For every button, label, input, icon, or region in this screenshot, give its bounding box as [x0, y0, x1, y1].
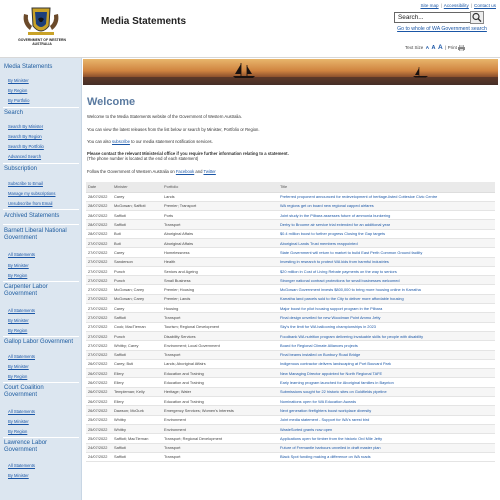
cell-date: 26/07/2022	[86, 397, 112, 406]
sidebar-heading-carpenter[interactable]: Carpenter Labor Government	[4, 284, 48, 297]
cell-portfolio: Education and Training	[162, 369, 278, 378]
cell-portfolio: Transport	[162, 313, 278, 322]
cell-minister: McGowan; Carey	[112, 294, 162, 303]
cell-minister: Whitby; Carey	[112, 341, 162, 350]
twitter-link[interactable]: Twitter	[203, 169, 216, 174]
text-size-medium-button[interactable]: A	[431, 45, 436, 51]
table-row	[86, 434, 495, 443]
cell-title[interactable]: Aboriginal Lands Trust members reappointed	[278, 238, 495, 247]
sidebar-divider	[3, 336, 79, 337]
sidebar-heading-subscription[interactable]: Subscription	[4, 166, 38, 172]
cell-date: 27/07/2022	[86, 322, 112, 331]
cell-date: 27/07/2022	[86, 285, 112, 294]
sidebar-link-unsubscribe-email[interactable]: Unsubscribe from Email	[8, 201, 53, 206]
cell-title[interactable]: Karratha land parcels sold to the City to deliver more affordable housing	[278, 294, 495, 303]
search-input[interactable]: Search...	[394, 12, 482, 23]
cell-minister: Saffioti	[112, 211, 162, 220]
cell-minister: Carey	[112, 248, 162, 257]
sidebar-link-court-by-region[interactable]: By Region	[8, 429, 28, 434]
cell-title[interactable]: Foodbank WA nutrition program delivering invaluable skills for people with disability	[278, 331, 495, 340]
sidebar-heading-barnett[interactable]: Barnett Liberal National Government	[4, 228, 67, 241]
cell-minister: Saffioti	[112, 452, 162, 461]
cell-title[interactable]: Black Spot funding making a difference on WA roads	[278, 452, 495, 461]
table-row	[86, 201, 495, 210]
accessibility-link[interactable]: Accessibility	[443, 3, 469, 8]
cell-date: 28/07/2022	[86, 192, 112, 201]
sidebar-link-court-all[interactable]: All Statements	[8, 409, 35, 414]
sidebar-link-manage-subscriptions[interactable]: Manage my subscriptions	[8, 191, 56, 196]
cell-date: 27/07/2022	[86, 248, 112, 257]
table-row	[86, 378, 495, 387]
contact-notice: Please contact the relevant Ministerial office if you require further information relating to a statement.	[87, 151, 289, 156]
cell-date: 24/07/2022	[86, 452, 112, 461]
sidebar-heading-lawrence[interactable]: Lawrence Labor Government	[4, 440, 48, 453]
cell-title[interactable]: Investing in research to protect WA kids from harmful industries	[278, 257, 495, 266]
cell-title[interactable]: Indigenous contractor delivers landscaping at Port Bouvard Park	[278, 359, 495, 368]
cell-date: 27/07/2022	[86, 331, 112, 340]
table-row	[86, 211, 495, 220]
table-row	[86, 257, 495, 266]
cell-title[interactable]: Applications open for timber from the historic Ord Mile Jetty	[278, 434, 495, 443]
cell-portfolio: Health	[162, 257, 278, 266]
cell-minister: Saffioti; MacTiernan	[112, 434, 162, 443]
site-title: Media Statements	[101, 16, 187, 27]
cell-minister: Punch	[112, 276, 162, 285]
cell-title[interactable]: Submissions sought for 22 historic sites on Goldfields pipeline	[278, 387, 495, 396]
table-row	[86, 192, 495, 201]
site-map-link[interactable]: Site map	[420, 3, 439, 8]
sidebar-link-subscribe-email[interactable]: Subscribe to Email	[8, 181, 43, 186]
table-row	[86, 285, 495, 294]
cell-title[interactable]: Joint study in the Pilbara assesses future of ammonia bunkering	[278, 211, 495, 220]
table-row	[86, 313, 495, 322]
cell-minister: Cook; MacTiernan	[112, 322, 162, 331]
cell-title[interactable]: McGowan Government invests $800,000 to bring more housing online in Karratha	[278, 285, 495, 294]
subscribe-link[interactable]: subscribe	[112, 139, 130, 144]
cell-portfolio: Environment	[162, 415, 278, 424]
cell-portfolio: Aboriginal Affairs	[162, 229, 278, 238]
cell-minister: Punch	[112, 266, 162, 275]
cell-date: 25/07/2022	[86, 424, 112, 433]
cell-minister: Carey	[112, 304, 162, 313]
table-row	[86, 220, 495, 229]
cell-portfolio: Emergency Services; Women's Interests	[162, 406, 278, 415]
cell-title[interactable]: WA regions get on board new regional capped airfares	[278, 201, 495, 210]
table-row	[86, 238, 495, 247]
cell-minister: Saffioti	[112, 443, 162, 452]
sidebar-divider	[3, 382, 79, 383]
cell-portfolio: Lands; Aboriginal Affairs	[162, 359, 278, 368]
cell-minister: Whitby	[112, 424, 162, 433]
column-header-title[interactable]: Title	[278, 182, 495, 192]
cell-portfolio: Seniors and Ageing	[162, 266, 278, 275]
sidebar-divider	[3, 163, 79, 164]
cell-portfolio: Ports	[162, 211, 278, 220]
search-button[interactable]	[470, 11, 484, 24]
cell-minister: Carey	[112, 192, 162, 201]
table-row	[86, 387, 495, 396]
sidebar-heading-search[interactable]: Search	[4, 110, 24, 116]
cell-date: 27/07/2022	[86, 294, 112, 303]
cell-title[interactable]: $0.4 million boost to further progress Closing the Gap targets	[278, 229, 495, 238]
sidebar-nav	[0, 58, 82, 500]
sidebar-link-by-portfolio[interactable]: By Portfolio	[8, 98, 30, 103]
cell-date: 26/07/2022	[86, 387, 112, 396]
cell-minister: Saffioti	[112, 350, 162, 359]
sidebar-link-barnett-by-region[interactable]: By Region	[8, 273, 28, 278]
cell-minister: Ellery	[112, 397, 162, 406]
cell-portfolio: Housing	[162, 304, 278, 313]
intro-text: Welcome to the Media Statements website of the Government of Western Australia.	[87, 114, 242, 119]
cell-minister: Buti	[112, 229, 162, 238]
cell-title[interactable]: State Government will return to market to build East Perth Common Ground facility	[278, 248, 495, 257]
cell-date: 27/07/2022	[86, 304, 112, 313]
table-row	[86, 452, 495, 461]
cell-portfolio: Tourism; Regional Development	[162, 322, 278, 331]
cell-minister: Ellery	[112, 378, 162, 387]
cell-minister: Punch	[112, 331, 162, 340]
table-row	[86, 424, 495, 433]
column-header-minister[interactable]: Minister	[112, 182, 162, 192]
cell-date: 27/07/2022	[86, 276, 112, 285]
cell-portfolio: Transport	[162, 350, 278, 359]
cell-portfolio: Lands	[162, 192, 278, 201]
sidebar-link-gallop-by-region[interactable]: By Region	[8, 374, 28, 379]
cell-date: 28/07/2022	[86, 211, 112, 220]
cell-date: 27/07/2022	[86, 266, 112, 275]
cell-portfolio: Homelessness	[162, 248, 278, 257]
cell-minister: Carey; Buti	[112, 359, 162, 368]
sidebar-link-by-minister[interactable]: By Minister	[8, 78, 29, 83]
cell-portfolio: Heritage; Water	[162, 387, 278, 396]
cell-portfolio: Environment; Local Government	[162, 341, 278, 350]
cell-portfolio: Transport	[162, 452, 278, 461]
sidebar-heading-gallop[interactable]: Gallop Labor Government	[4, 339, 74, 345]
sidebar-link-court-by-minister[interactable]: By Minister	[8, 419, 29, 424]
text-size-controls: Text Size A A A | Print	[405, 44, 465, 51]
follow-text	[87, 169, 487, 174]
cell-date: 25/07/2022	[86, 415, 112, 424]
table-row	[86, 359, 495, 368]
table-header-row	[86, 182, 495, 192]
welcome-heading: Welcome	[87, 96, 136, 108]
sidebar-link-carpenter-all[interactable]: All Statements	[8, 308, 35, 313]
cell-title[interactable]: Board for Regional Climate Alliances projects	[278, 341, 495, 350]
cell-portfolio: Education and Training	[162, 378, 278, 387]
cell-title[interactable]: Future of Fremantle harbours unveiled in draft master plan	[278, 443, 495, 452]
table-row	[86, 294, 495, 303]
sidebar-link-by-region[interactable]: By Region	[8, 88, 28, 93]
follow-and-text: and	[195, 169, 203, 174]
table-row	[86, 248, 495, 257]
cell-portfolio: Premier; Transport	[162, 201, 278, 210]
table-row	[86, 266, 495, 275]
contact-note: (The phone number is located at the end of each statement)	[87, 156, 199, 161]
site-header	[0, 0, 500, 58]
intro-text: You can view the latest releases from the list below or search by Minister, Portfolio or Region.	[87, 127, 260, 132]
cell-date: 26/07/2022	[86, 406, 112, 415]
cell-date: 27/07/2022	[86, 350, 112, 359]
cell-date: 27/07/2022	[86, 238, 112, 247]
table-row	[86, 341, 495, 350]
sidebar-divider	[3, 209, 79, 210]
table-row	[86, 331, 495, 340]
cell-minister: Sanderson	[112, 257, 162, 266]
printer-icon[interactable]	[458, 45, 465, 51]
cell-date: 24/07/2022	[86, 443, 112, 452]
facebook-link[interactable]: Facebook	[175, 169, 195, 174]
sidebar-link-advanced-search[interactable]: Advanced Search	[8, 154, 42, 159]
cell-date: 27/07/2022	[86, 341, 112, 350]
cell-date: 26/07/2022	[86, 369, 112, 378]
table-row	[86, 443, 495, 452]
column-header-date[interactable]: Date	[86, 182, 112, 192]
cell-title[interactable]: Sky's the limit for WA ballooning championships in 2023	[278, 322, 495, 331]
cell-title[interactable]: Final design unveiled for new Woodman Point Ammo Jetty	[278, 313, 495, 322]
cell-date: 27/07/2022	[86, 257, 112, 266]
cell-portfolio: Premier; Housing	[162, 285, 278, 294]
cell-minister: Ellery	[112, 369, 162, 378]
table-row	[86, 350, 495, 359]
text-size-large-button[interactable]: A	[438, 44, 443, 51]
cell-title[interactable]: WasteSorted grants now open	[278, 424, 495, 433]
cell-portfolio: Transport	[162, 443, 278, 452]
cell-minister: McGowan; Saffioti	[112, 201, 162, 210]
sidebar-divider	[3, 224, 79, 225]
table-row	[86, 369, 495, 378]
cell-portfolio: Environment	[162, 424, 278, 433]
cell-portfolio: Premier; Lands	[162, 294, 278, 303]
table-row	[86, 415, 495, 424]
sidebar-divider	[3, 437, 79, 438]
subscribe-text	[87, 139, 487, 144]
cell-minister: Whitby	[112, 415, 162, 424]
sidebar-heading-court[interactable]: Court Coalition Government	[4, 385, 44, 398]
sidebar-divider	[3, 281, 79, 282]
contact-us-link[interactable]: Contact us	[474, 3, 496, 8]
utility-links: Site map | Accessibility | Contact us	[420, 3, 496, 8]
cell-title[interactable]: New Managing Director appointed for North Regional TAFE	[278, 369, 495, 378]
sidebar-heading-media-statements[interactable]: Media Statements	[4, 64, 53, 70]
cell-minister: Buti	[112, 238, 162, 247]
sidebar-divider	[3, 107, 79, 108]
sidebar-link-search-by-portfolio[interactable]: Search By Portfolio	[8, 144, 44, 149]
sidebar-link-search-by-minister[interactable]: Search By Minister	[8, 124, 44, 129]
text-size-small-button[interactable]: A	[425, 45, 430, 50]
column-header-portfolio[interactable]: Portfolio	[162, 182, 278, 192]
cell-title[interactable]: Preferred proponent announced for redevelopment of heritage-listed Cottesloe Civic Centre	[278, 192, 495, 201]
follow-pre-text: Follow the Government of Western Australia on	[87, 169, 175, 174]
cell-portfolio: Aboriginal Affairs	[162, 238, 278, 247]
cell-title[interactable]: Stronger national contract protections for small businesses welcomed	[278, 276, 495, 285]
cell-title[interactable]: $20 million in Cost of Living Rebate payments on the way to seniors	[278, 266, 495, 275]
table-row	[86, 304, 495, 313]
cell-title[interactable]: Major boost for pilot housing support program in the Pilbara	[278, 304, 495, 313]
cell-date: 28/07/2022	[86, 201, 112, 210]
cell-portfolio: Small Business	[162, 276, 278, 285]
sunset-banner-image	[83, 59, 498, 85]
logo-caption: GOVERNMENT OF WESTERN AUSTRALIA	[18, 38, 66, 46]
cell-minister: McGowan; Carey	[112, 285, 162, 294]
sidebar-link-lawrence-all[interactable]: All Statements	[8, 463, 35, 468]
sidebar-link-lawrence-by-minister[interactable]: By Minister	[8, 473, 29, 478]
cell-date: 27/07/2022	[86, 313, 112, 322]
sidebar-link-carpenter-by-region[interactable]: By Region	[8, 328, 28, 333]
sidebar-link-gallop-by-minister[interactable]: By Minister	[8, 364, 29, 369]
media-statements-table	[86, 182, 495, 462]
cell-date: 28/07/2022	[86, 220, 112, 229]
cell-title[interactable]: Next generation firefighters boost workplace diversity	[278, 406, 495, 415]
cell-date: 26/07/2022	[86, 359, 112, 368]
print-link[interactable]: Print	[447, 45, 457, 50]
sidebar-heading-archived[interactable]: Archived Statements	[4, 213, 60, 219]
cell-portfolio: Education and Training	[162, 397, 278, 406]
table-row	[86, 397, 495, 406]
cell-minister: Templeman; Kelly	[112, 387, 162, 396]
cell-portfolio: Transport; Regional Development	[162, 434, 278, 443]
table-row	[86, 322, 495, 331]
text-size-label: Text Size	[405, 45, 424, 50]
cell-minister: Saffioti	[112, 220, 162, 229]
cell-portfolio: Transport	[162, 220, 278, 229]
cell-title[interactable]: Joint media statement - Support for WA's rarest bird	[278, 415, 495, 424]
sidebar-link-carpenter-by-minister[interactable]: By Minister	[8, 318, 29, 323]
sidebar-link-gallop-all[interactable]: All Statements	[8, 354, 35, 359]
cell-title[interactable]: Early learning program launched for Aboriginal families in Baynton	[278, 378, 495, 387]
cell-title[interactable]: Final beams installed on Bunbury Road Bridge	[278, 350, 495, 359]
cell-date: 25/07/2022	[86, 434, 112, 443]
table-row	[86, 276, 495, 285]
sidebar-link-barnett-by-minister[interactable]: By Minister	[8, 263, 29, 268]
wa-government-search-link[interactable]: Go to whole of WA Government search	[397, 26, 487, 32]
table-row	[86, 406, 495, 415]
cell-date: 28/07/2022	[86, 229, 112, 238]
subscribe-pre-text: You can also	[87, 139, 111, 144]
subscribe-post-text: to our media statement notification services.	[131, 139, 213, 144]
cell-minister: Saffioti	[112, 313, 162, 322]
cell-title[interactable]: Nominations open for WA Education Awards	[278, 397, 495, 406]
sidebar-link-barnett-all[interactable]: All Statements	[8, 252, 35, 257]
cell-portfolio: Disability Services	[162, 331, 278, 340]
table-body	[86, 192, 495, 462]
cell-date: 26/07/2022	[86, 378, 112, 387]
sidebar-link-search-by-region[interactable]: Search By Region	[8, 134, 42, 139]
cell-title[interactable]: Derby to Broome air service trial extended for an additional year	[278, 220, 495, 229]
cell-minister: Dawson; McGurk	[112, 406, 162, 415]
table-row	[86, 229, 495, 238]
